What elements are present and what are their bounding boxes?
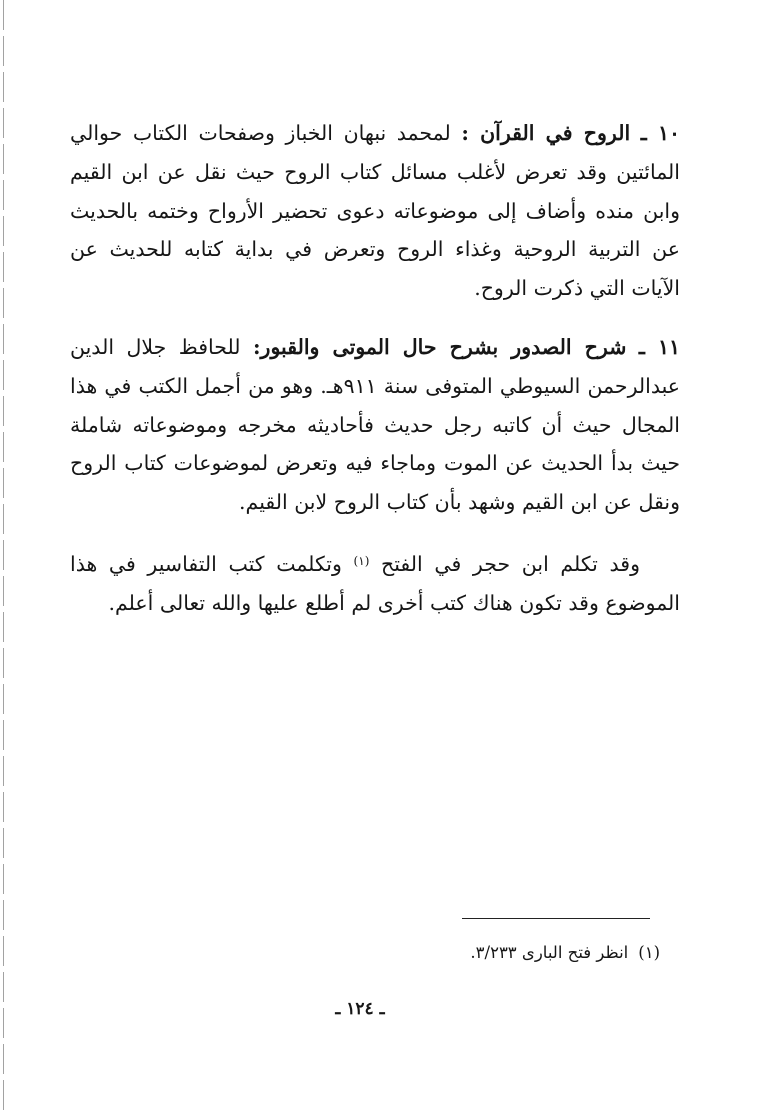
footnote-divider — [462, 918, 650, 919]
page-number: ـ ١٢٤ ـ — [335, 999, 385, 1019]
item-number: ١٠ ـ — [640, 121, 680, 145]
footnote-text: انظر فتح البارى ٣/٢٣٣. — [470, 943, 629, 962]
paragraph-text: لمحمد نبهان الخباز وصفحات الكتاب حوالي المائتين وقد تعرض لأغلب مسائل كتاب الروح حيث نقل عن ابن القيم وابن منده وأضاف إلى موضوعاته دعوى تحضير الأرواح وختمه بالحديث عن التربية الروحية وغذاء الروح وتعرض في بداية كتابه للحديث عن الآيات التي ذكرت الروح. — [70, 121, 680, 301]
book-title: الروح في القرآن : — [461, 121, 631, 145]
paragraph-item-10 — [70, 114, 680, 308]
paragraph-text: وتكلمت كتب التفاسير في هذا الموضوع وقد تكون هناك كتب أخرى لم أطلع عليها والله تعالى أعلم. — [70, 551, 680, 615]
footnote-reference: (١) — [353, 553, 370, 568]
paragraph-item-11 — [70, 328, 680, 522]
paragraph-text: وقد تكلم ابن حجر في الفتح — [381, 551, 640, 576]
book-title: شرح الصدور بشرح حال الموتى والقبور: — [252, 334, 627, 359]
footnote-number: (١) — [638, 943, 660, 962]
item-number: ١١ ـ — [638, 334, 680, 359]
paragraph-text: للحافظ جلال الدين عبدالرحمن السيوطي المتوفى سنة ٩١١هـ. وهو من أجمل الكتب في هذا المجال حيث أن كاتبه رجل حديث فأحاديثه مخرجه وموضوعاته شاملة حيث بدأ الحديث عن الموت وماجاء فيه وتعرض لموضوعات كتاب الروح ونقل عن ابن القيم وشهد بأن كتاب الروح لابن القيم. — [70, 334, 681, 515]
body-text — [70, 114, 680, 623]
closing-paragraph — [70, 542, 680, 623]
footnote — [360, 938, 660, 968]
scan-edge-line — [3, 0, 4, 1116]
